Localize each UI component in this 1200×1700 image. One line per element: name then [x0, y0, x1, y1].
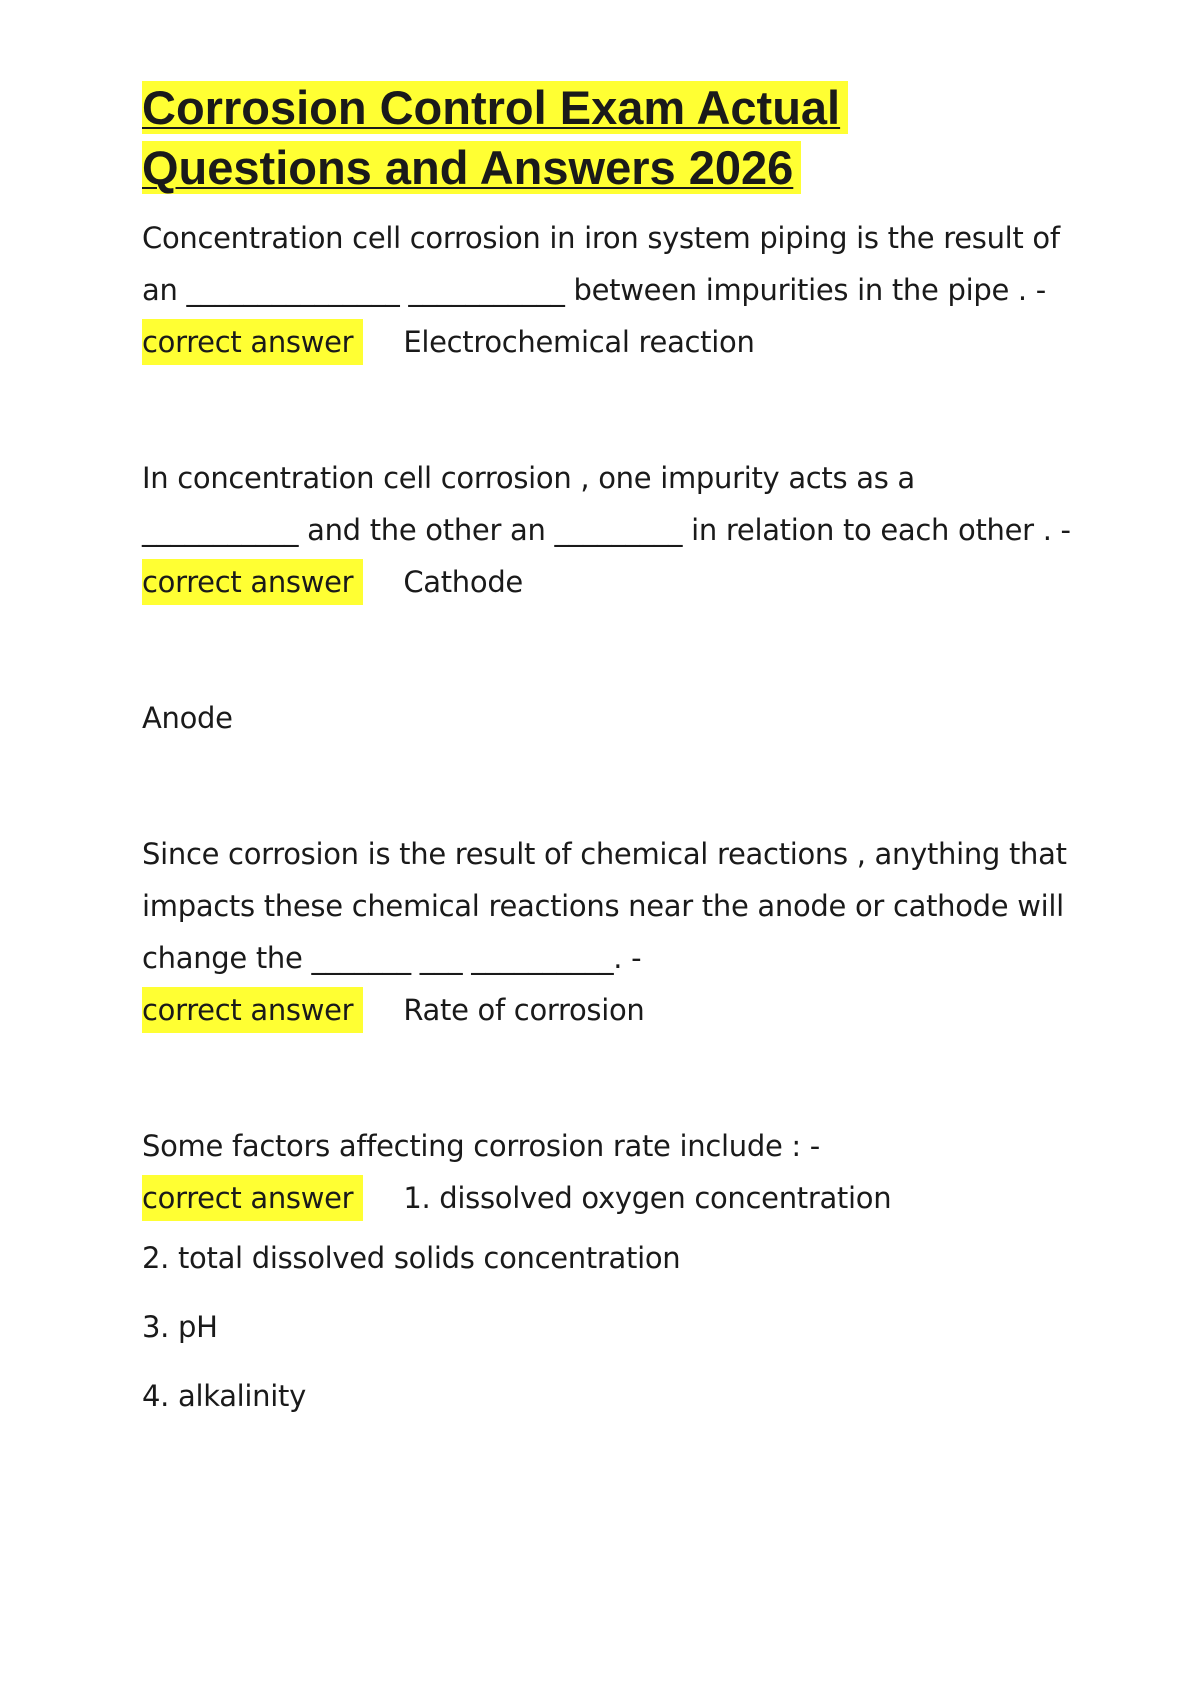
- question-text: Since corrosion is the result of chemical reactions , anything that impacts these chemical reactions near the anode or cathode will change the _______ ___ __________. -: [142, 837, 1067, 975]
- correct-answer-tag: correct answer: [142, 1175, 363, 1221]
- answer-line: [142, 316, 1072, 368]
- qa-item: [142, 828, 1072, 1036]
- page-title-line-1: Corrosion Control Exam Actual: [142, 81, 848, 134]
- correct-answer-tag: correct answer: [142, 987, 363, 1033]
- spacer: [142, 1036, 1072, 1120]
- qa-item: [142, 212, 1072, 368]
- qa-item: [142, 1120, 1072, 1431]
- document-page: [142, 78, 1072, 1431]
- page-title: [142, 78, 1072, 198]
- answer-list-item: 2. total dissolved solids concentration: [142, 1241, 681, 1275]
- answer-text: Electrochemical reaction: [403, 325, 755, 359]
- correct-answer-tag: correct answer: [142, 319, 363, 365]
- answer-line: [142, 1172, 1072, 1224]
- answer-text: 1. dissolved oxygen concentration: [403, 1181, 892, 1215]
- correct-answer-tag: correct answer: [142, 559, 363, 605]
- spacer: [142, 368, 1072, 452]
- answer-list-item: 3. pH: [142, 1310, 218, 1344]
- answer-list-item: 4. alkalinity: [142, 1379, 306, 1413]
- spacer: [142, 744, 1072, 828]
- answer-text: Rate of corrosion: [403, 993, 645, 1027]
- answer-text: Cathode: [403, 565, 523, 599]
- answer-line: [142, 556, 1072, 608]
- qa-list: [142, 212, 1072, 1431]
- answer-extra-text: Anode: [142, 701, 233, 735]
- question-text: Concentration cell corrosion in iron system piping is the result of an _______________ ___________ between impurities in the pipe . -: [142, 221, 1060, 307]
- answer-line: [142, 984, 1072, 1036]
- page-title-line-2: Questions and Answers 2026: [142, 141, 801, 194]
- spacer: [142, 608, 1072, 692]
- question-text: In concentration cell corrosion , one impurity acts as a ___________ and the other an _________ in relation to each other . -: [142, 461, 1071, 547]
- question-text: Some factors affecting corrosion rate include : -: [142, 1129, 820, 1163]
- qa-item: [142, 452, 1072, 744]
